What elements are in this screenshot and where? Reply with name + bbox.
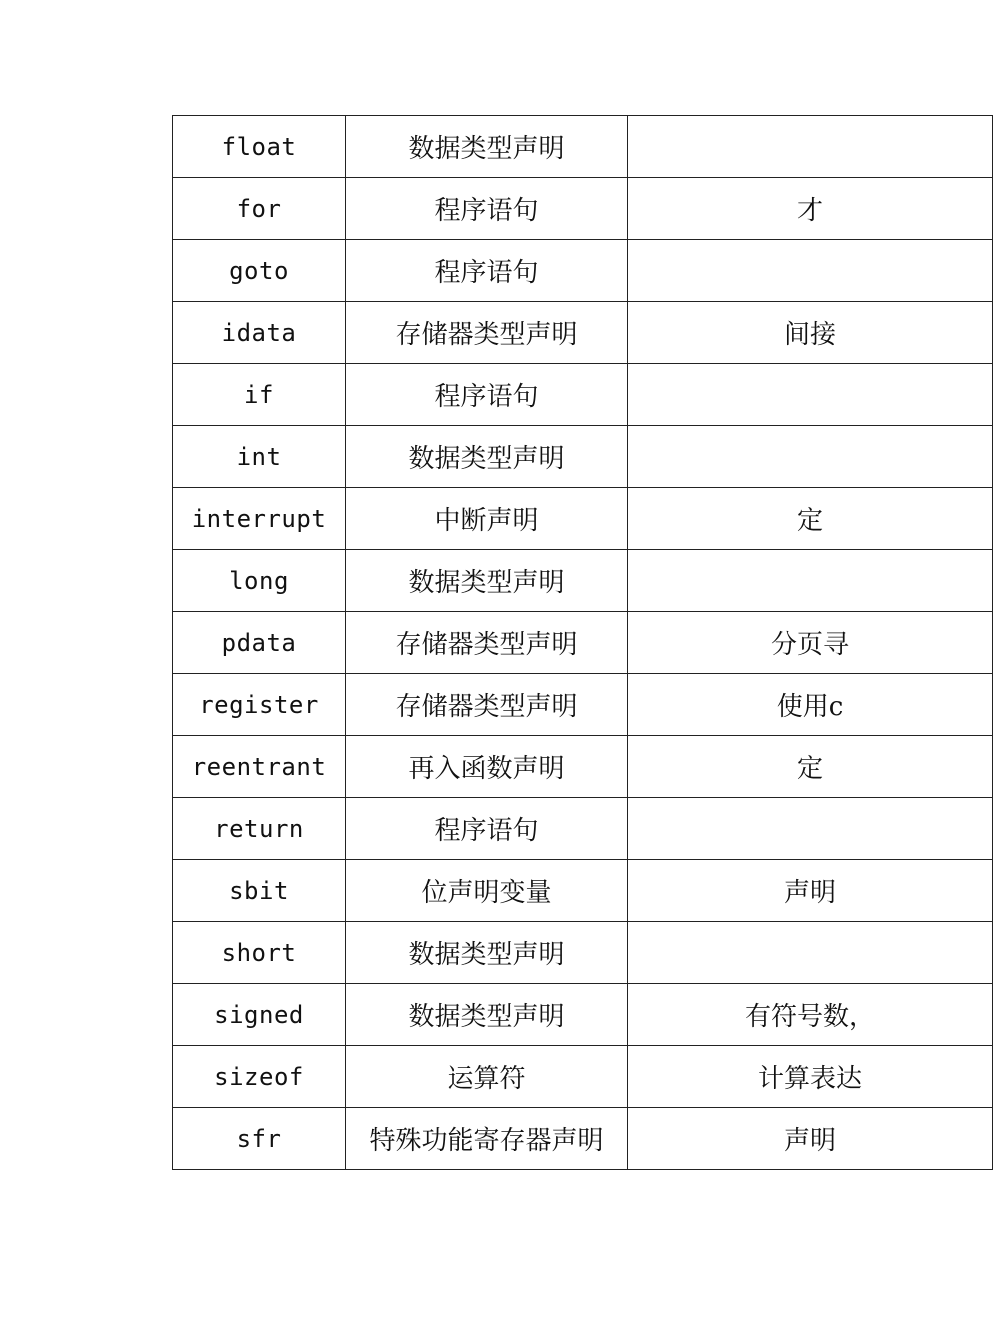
description-cell: [628, 426, 993, 488]
description-cell: 计算表达: [628, 1046, 993, 1108]
keyword-cell: short: [173, 922, 346, 984]
type-cell: 运算符: [346, 1046, 628, 1108]
keyword-cell: sizeof: [173, 1046, 346, 1108]
description-cell: 声明: [628, 860, 993, 922]
type-cell: 中断声明: [346, 488, 628, 550]
type-cell: 数据类型声明: [346, 550, 628, 612]
table-row: [173, 1046, 993, 1108]
table-row: [173, 674, 993, 736]
type-cell: 再入函数声明: [346, 736, 628, 798]
document-page-clip: [172, 115, 875, 1205]
keyword-cell: signed: [173, 984, 346, 1046]
table-row: [173, 860, 993, 922]
type-cell: 存储器类型声明: [346, 612, 628, 674]
type-cell: 数据类型声明: [346, 426, 628, 488]
table-row: [173, 488, 993, 550]
description-cell: [628, 364, 993, 426]
table-row: [173, 426, 993, 488]
keyword-cell: float: [173, 116, 346, 178]
type-cell: 数据类型声明: [346, 116, 628, 178]
keyword-cell: sfr: [173, 1108, 346, 1170]
description-cell: 分页寻: [628, 612, 993, 674]
type-cell: 存储器类型声明: [346, 674, 628, 736]
table-row: [173, 736, 993, 798]
type-cell: 程序语句: [346, 798, 628, 860]
description-cell: [628, 922, 993, 984]
description-cell: 声明: [628, 1108, 993, 1170]
type-cell: 数据类型声明: [346, 922, 628, 984]
keyword-cell: if: [173, 364, 346, 426]
table-row: [173, 984, 993, 1046]
description-cell: [628, 116, 993, 178]
description-cell: 有符号数，: [628, 984, 993, 1046]
keyword-table: [172, 115, 993, 1170]
type-cell: 位声明变量: [346, 860, 628, 922]
keyword-cell: sbit: [173, 860, 346, 922]
description-cell: 才: [628, 178, 993, 240]
description-cell: 定: [628, 488, 993, 550]
keyword-table-body: [173, 116, 993, 1170]
keyword-cell: goto: [173, 240, 346, 302]
keyword-cell: pdata: [173, 612, 346, 674]
table-row: [173, 302, 993, 364]
keyword-cell: int: [173, 426, 346, 488]
table-row: [173, 798, 993, 860]
type-cell: 程序语句: [346, 178, 628, 240]
table-row: [173, 612, 993, 674]
description-cell: 间接: [628, 302, 993, 364]
keyword-cell: idata: [173, 302, 346, 364]
keyword-cell: long: [173, 550, 346, 612]
type-cell: 程序语句: [346, 240, 628, 302]
description-cell: 使用c: [628, 674, 993, 736]
type-cell: 数据类型声明: [346, 984, 628, 1046]
type-cell: 存储器类型声明: [346, 302, 628, 364]
table-row: [173, 240, 993, 302]
table-row: [173, 116, 993, 178]
description-cell: [628, 240, 993, 302]
description-cell: [628, 550, 993, 612]
table-row: [173, 1108, 993, 1170]
description-cell: 定: [628, 736, 993, 798]
keyword-cell: for: [173, 178, 346, 240]
type-cell: 程序语句: [346, 364, 628, 426]
table-row: [173, 178, 993, 240]
keyword-cell: interrupt: [173, 488, 346, 550]
table-row: [173, 364, 993, 426]
table-row: [173, 550, 993, 612]
description-cell: [628, 798, 993, 860]
type-cell: 特殊功能寄存器声明: [346, 1108, 628, 1170]
keyword-cell: reentrant: [173, 736, 346, 798]
keyword-cell: register: [173, 674, 346, 736]
keyword-cell: return: [173, 798, 346, 860]
table-row: [173, 922, 993, 984]
